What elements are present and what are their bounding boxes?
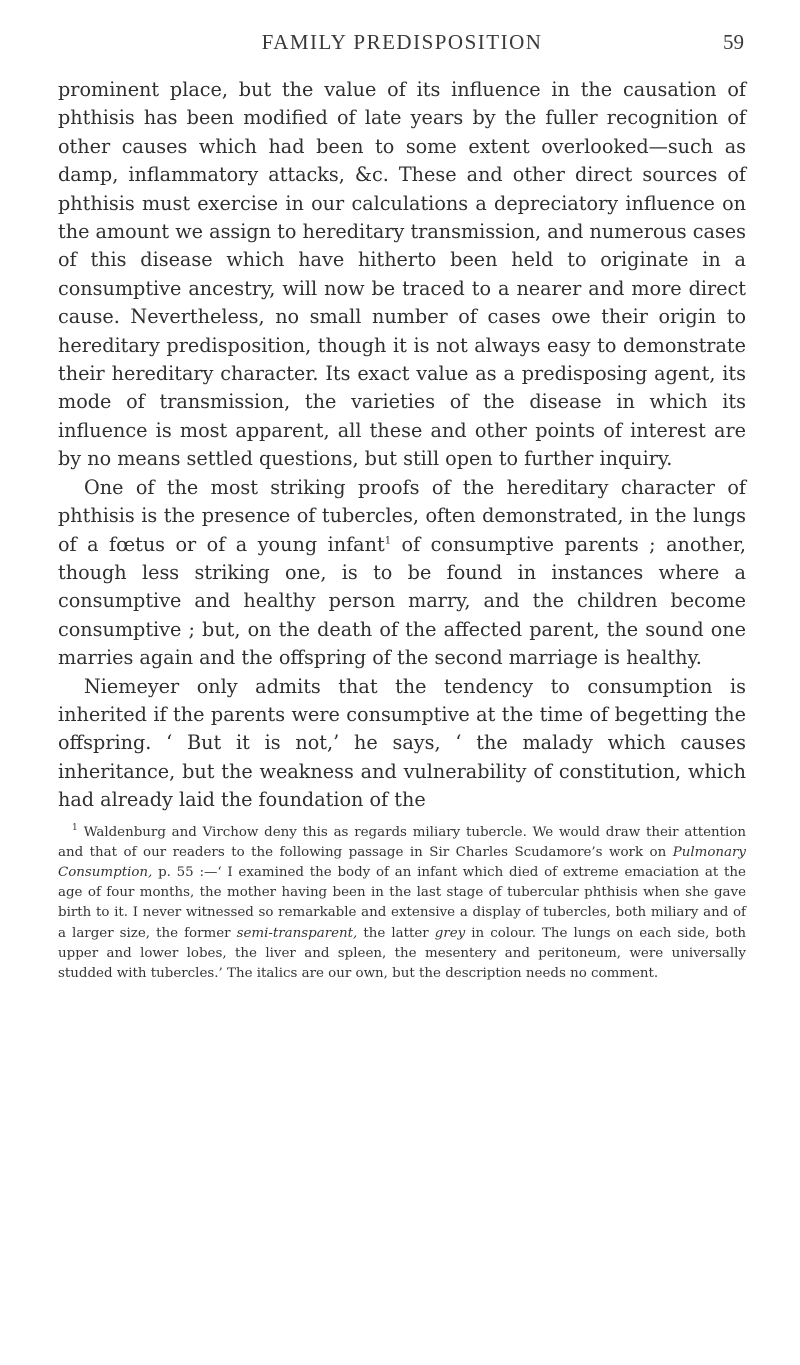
- paragraph-niemeyer: Niemeyer only admits that the tendency to consumption is inherited if the parents were consumptive at the time of begetting the offspring. ‘ But it is not,’ he says, ‘ the malady which causes inheritance, but the weakness and vulnerability of constitution, which had already laid the foundation of the: [58, 674, 746, 812]
- running-head: [58, 30, 746, 70]
- footnote-italic: semi-transparent,: [236, 925, 358, 941]
- footnote-italic: grey: [434, 925, 466, 941]
- footnote-mark: 1: [72, 823, 78, 834]
- footnote-segment: p. 55 :—‘ I examined the body of an infant which died of extreme emaciation at the age of four months, the mother having been in the last stage of tubercular phthisis when she gave birth to it. I never witnessed so remarkable and extensive a display of tubercles, both miliary and of a larger size, the former: [58, 864, 746, 941]
- footnote-segment: the latter: [357, 925, 435, 941]
- footnote-reference: 1: [384, 535, 392, 547]
- running-title: FAMILY PREDISPOSITION: [261, 30, 543, 54]
- paragraph-text: One of the most striking proofs of the hereditary character of phthisis is the presence of tubercles, often demonstrated, in the lungs of a fœtus or of a young infant: [58, 475, 746, 556]
- footnote-segment: in colour. The lungs on each side, both upper and lower lobes, the liver and spleen, the mesentery and peritoneum, were universally studded with tubercles.’ The italics are our own, but the description needs no comment.: [58, 925, 746, 981]
- paragraph-text: of consumptive parents ; another, though less striking one, is to be found in instances where a consumptive and healthy person marry, and the children become consumptive ; but, on the death of the affected parent, the sound one marries again and the offspring of the second marriage is healthy.: [58, 532, 747, 670]
- footnote-segment: Waldenburg and Virchow deny this as regards miliary tubercle. We would draw their attention and that of our readers to the following passage in Sir Charles Scudamore’s work on: [58, 824, 746, 860]
- footnote-text: [58, 823, 746, 985]
- page-number: 59: [723, 30, 744, 54]
- paragraph-continued: prominent place, but the value of its influence in the causation of phthisis has been modified of late years by the fuller recognition of other causes which had been to some extent overlooked—such as damp, inflammatory attacks, &c. These and other direct sources of phthisis must exercise in our calculations a depreciatory influence on the amount we assign to hereditary transmission, and numerous cases of this disease which have hitherto been held to originate in a consumptive ancestry, will now be traced to a nearer and more direct cause. Nevertheless, no small number of cases owe their origin to hereditary predisposition, though it is not always easy to demonstrate their hereditary character. Its exact value as a predisposing agent, its mode of transmission, the varieties of the disease in which its influence is most apparent, all these and other points of interest are by no means settled questions, but still open to further inquiry.: [58, 78, 746, 471]
- footnote-italic-title: Pulmonary Consumption,: [58, 844, 746, 880]
- body-text: [58, 76, 746, 815]
- book-page: [58, 30, 746, 984]
- paragraph-hereditary-proofs: [58, 474, 746, 673]
- footnote: [58, 823, 746, 985]
